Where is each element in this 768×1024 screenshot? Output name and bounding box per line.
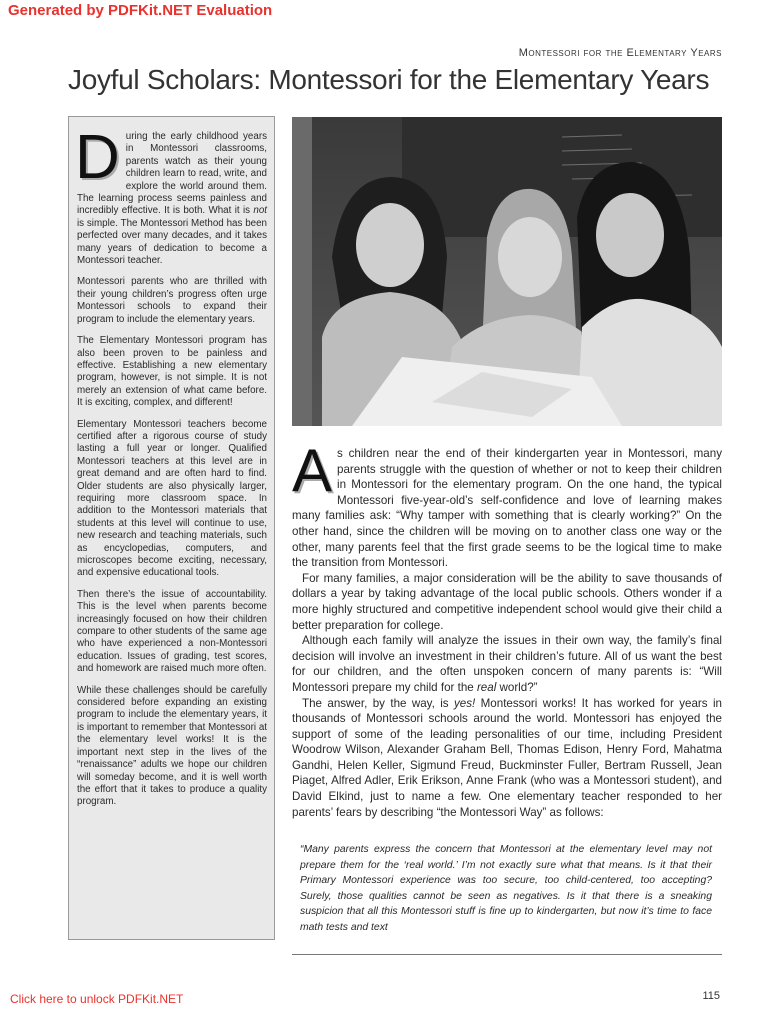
evaluation-watermark: Generated by PDFKit.NET Evaluation — [8, 2, 273, 19]
main-paragraph-4-text: The answer, by the way, is — [302, 696, 454, 710]
sidebar-paragraph-5: Then there’s the issue of accountability. This is the level when parents become increasingly focused on how their children compare to other students of the same age who have experienced a non-Montessori education. Issues of grading, test scores, and homework are raised much more often. — [77, 588, 267, 675]
main-emphasis-real: real — [476, 680, 497, 694]
sidebar-paragraph-2: Montessori parents who are thrilled with their young children’s progress often urge Montessori schools to expand their program to include the elementary years. — [77, 276, 267, 325]
drop-cap-a: A — [292, 437, 333, 504]
main-paragraph-1 — [292, 437, 722, 571]
students-photo — [292, 117, 722, 426]
sidebar-paragraph-1 — [75, 123, 267, 267]
sidebar-box — [68, 116, 275, 940]
footer-divider — [292, 954, 722, 955]
main-paragraph-3-text: Although each family will analyze the issues in their own way, the family’s final decision will involve an investment in their children’s future. All of us want the best for our children, and the often unspoken concern of many parents is: “Will Montessori prepare my child for the — [292, 634, 722, 694]
main-article — [292, 437, 722, 820]
drop-cap-d: D — [75, 123, 120, 192]
main-paragraph-4-end: Montessori works! It has worked for years in thousands of Montessori schools around the world. Montessori has enjoyed the support of some of the leading personalities of our time, including President Woodrow Wilson, Alexander Graham Bell, Thomas Edison, Henry Ford, Mahatma Gandhi, Helen Keller, Sigmund Freud, Buckminster Fuller, Bertram Russell, Jean Piaget, Alfred Adler, Erik Erikson, Anne Frank (who was a Montessori student), and David Elkind, just to name a few. One elementary teacher responded to her parents’ fears by describing “the Montessori Way” as follows: — [292, 696, 722, 819]
unlock-link[interactable]: Click here to unlock PDFKit.NET — [10, 992, 184, 1006]
main-paragraph-1-text: s children near the end of their kindergarten year in Montessori, many parents struggle with the question of whether or not to keep their children in Montessori for the elementary program. On the one hand, the typical Montessori five-year-old’s self-confidence and love of learning makes many families ask: “Why tamper with something that is clearly working?” On the other hand, since the children will be moving on to another class one way or the other, many parents feel that the first grade seems to be the logical time to make the transition from Montessori. — [292, 447, 722, 570]
sidebar-paragraph-4: Elementary Montessori teachers become certified after a rigorous course of study lasting a full year or longer. Qualified Montessori teachers at this level are in great demand and are often hard to find. Older students are also physically larger, requiring more classroom space. In addition to the Montessori materials that students at this level will continue to use, new research and teaching materials, such as encyclopedias, computers, and microscopes become exciting, necessary, and expensive educational tools. — [77, 418, 267, 579]
page-number: 115 — [702, 990, 720, 1002]
article-title: Joyful Scholars: Montessori for the Elementary Years — [68, 64, 710, 95]
sidebar-paragraph-6: While these challenges should be carefully considered before expanding an existing program to include the elementary years, it is important to remember that Montessori at the elementary level works! It is the important next step in the lives of the “renaissance” adults we hope our children will someday become, and it is well worth the effort that it takes to produce a quality program. — [77, 684, 267, 808]
sidebar-paragraph-1-end: is simple. The Montessori Method has been perfected over many decades, and it takes many years of dedication to become a Montessori teacher. — [77, 217, 267, 267]
sidebar-text — [75, 123, 267, 818]
main-paragraph-2: For many families, a major consideration will be the ability to save thousands of dollars a year by taking advantage of the local public schools. Others wonder if a more highly structured and competitive independent school would give their child a better preparation for college. — [292, 571, 722, 632]
running-header: Montessori for the Elementary Years — [518, 47, 722, 59]
sidebar-paragraph-1-text: uring the early childhood years in Montessori classrooms, parents watch as their young children learn to read, write, and explore the world around them. The learning process seems painless and incredibly effective. It is both. What it is — [77, 131, 267, 217]
main-emphasis-yes: yes! — [453, 696, 476, 710]
sidebar-emphasis-not: not — [253, 205, 267, 217]
main-paragraph-3 — [292, 633, 722, 695]
main-paragraph-4 — [292, 696, 722, 821]
teacher-quote: “Many parents express the concern that Montessori at the elementary level may not prepare them for the ‘real world.’ I’m not exactly sure what that means. Is it that their Primary Montessori experience was too secure, too child-centered, too accepting? Surely, those qualities cannot be seen as negatives. Is it that there is a sneaking suspicion that all this Montessori stuff is fine up to kindergarten, but now it’s time to face math tests and text — [300, 844, 712, 933]
sidebar-paragraph-3: The Elementary Montessori program has also been proven to be painless and effective. Establishing a new elementary program, however, is not simple. It is not merely an extension of what came before. It is exciting, complex, and different! — [77, 335, 267, 409]
main-paragraph-3-end: world?” — [496, 680, 538, 694]
